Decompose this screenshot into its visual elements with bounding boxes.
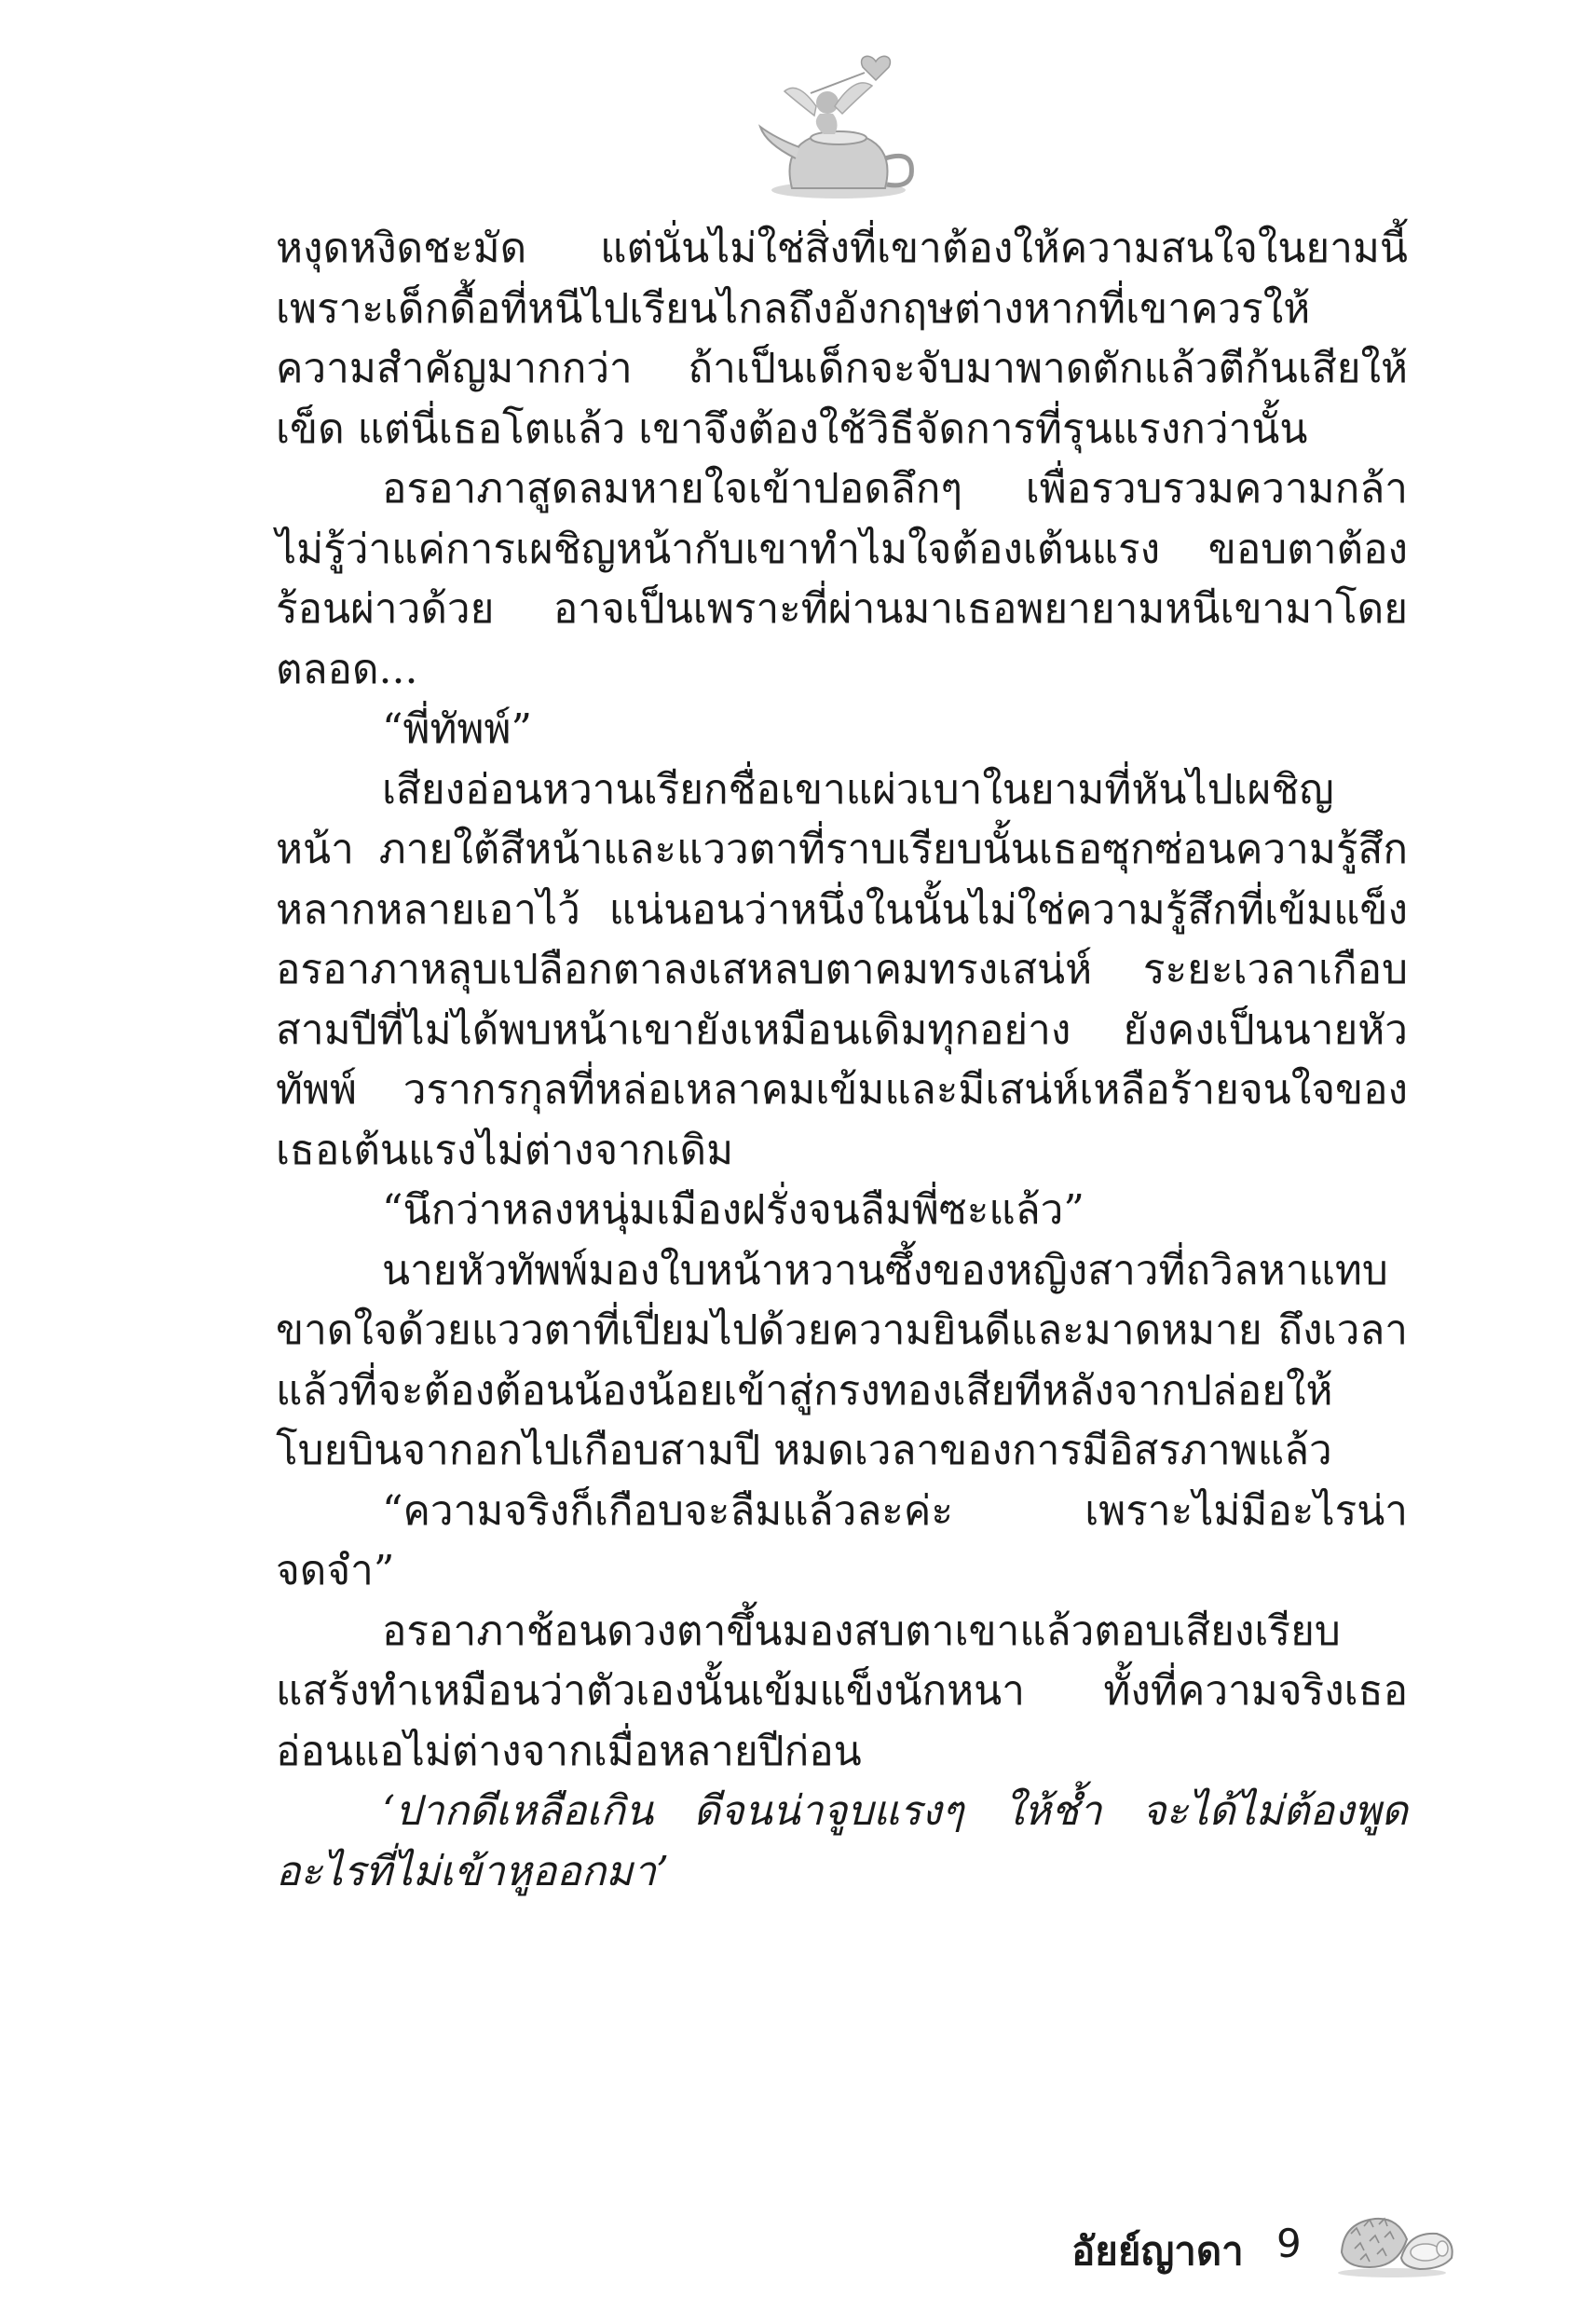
paragraph-4: เสียงอ่อนหวานเรียกชื่อเขาแผ่วเบาในยามที่หันไปเผชิญหน้า ภายใต้สีหน้าและแววตาที่ราบเรียบนั้นเธอซุกซ่อนความรู้สึกหลากหลายเอาไว้ แน่นอนว่าหนึ่งในนั้นไม่ใช่ความรู้สึกที่เข้มแข็ง อรอาภาหลุบเปลือกตาลงเสหลบตาคมทรงเสน่ห์ ระยะเวลาเกือบสามปีที่ไม่ได้พบหน้าเขายังเหมือนเดิมทุกอย่าง ยังคงเป็นนายหัวทัพพ์ วรากรกุลที่หล่อเหลาคมเข้มและมีเสน่ห์เหลือร้ายจนใจของเธอเต้นแรงไม่ต่างจากเดิม: [276, 765, 1408, 1174]
page-number: 9: [1276, 2221, 1302, 2266]
paragraph-2: อรอาภาสูดลมหายใจเข้าปอดลึกๆ เพื่อรวบรวมความกล้า ไม่รู้ว่าแค่การเผชิญหน้ากับเขาทำไมใจต้องเต้นแรง ขอบตาต้องร้อนผ่าวด้วย อาจเป็นเพราะที่ผ่านมาเธอพยายามหนีเขามาโดยตลอด...: [276, 465, 1408, 693]
paragraph-7: “ความจริงก็เกือบจะลืมแล้วละค่ะ เพราะไม่มีอะไรน่าจดจำ”: [276, 1486, 1408, 1594]
author-name: อัยย์ญาดา: [1071, 2228, 1244, 2274]
teapot-cupid-emblem-icon: [755, 48, 922, 207]
paragraph-6: นายหัวทัพพ์มองใบหน้าหวานซึ้งของหญิงสาวที่ถวิลหาแทบขาดใจด้วยแววตาที่เปี่ยมไปด้วยความยินดีและมาดหมาย ถึงเวลาแล้วที่จะต้องต้อนน้องน้อยเข้าสู่กรงทองเสียทีหลังจากปล่อยให้โบยบินจากอกไปเกือบสามปี หมดเวลาของการมีอิสรภาพแล้ว: [276, 1246, 1408, 1474]
paragraph-8: อรอาภาช้อนดวงตาขึ้นมองสบตาเขาแล้วตอบเสียงเรียบ แสร้งทำเหมือนว่าตัวเองนั้นเข้มแข็งนักหนา ทั้งที่ความจริงเธออ่อนแอไม่ต่างจากเมื่อหลายปีก่อน: [276, 1607, 1408, 1775]
durian-icon: [1332, 2206, 1458, 2280]
paragraph-1: หงุดหงิดชะมัด แต่นั่นไม่ใช่สิ่งที่เขาต้องให้ความสนใจในยามนี้ เพราะเด็กดื้อที่หนีไปเรียนไกลถึงอังกฤษต่างหากที่เขาควรให้ความสำคัญมากกว่า ถ้าเป็นเด็กจะจับมาพาดตักแล้วตีก้นเสียให้เข็ด แต่นี่เธอโตแล้ว เขาจึงต้องใช้วิธีจัดการที่รุนแรงกว่านั้น: [276, 225, 1408, 453]
page-footer: [1071, 2213, 1481, 2278]
paragraph-9: ‘ปากดีเหลือเกิน ดีจนน่าจูบแรงๆ ให้ช้ำ จะได้ไม่ต้องพูดอะไรที่ไม่เข้าหูออกมา’: [276, 1787, 1408, 1895]
body-text: [276, 219, 1408, 1902]
paragraph-3: “พี่ทัพพ์”: [382, 705, 533, 753]
paragraph-5: “นึกว่าหลงหนุ่มเมืองฝรั่งจนลืมพี่ซะแล้ว”: [382, 1186, 1084, 1234]
